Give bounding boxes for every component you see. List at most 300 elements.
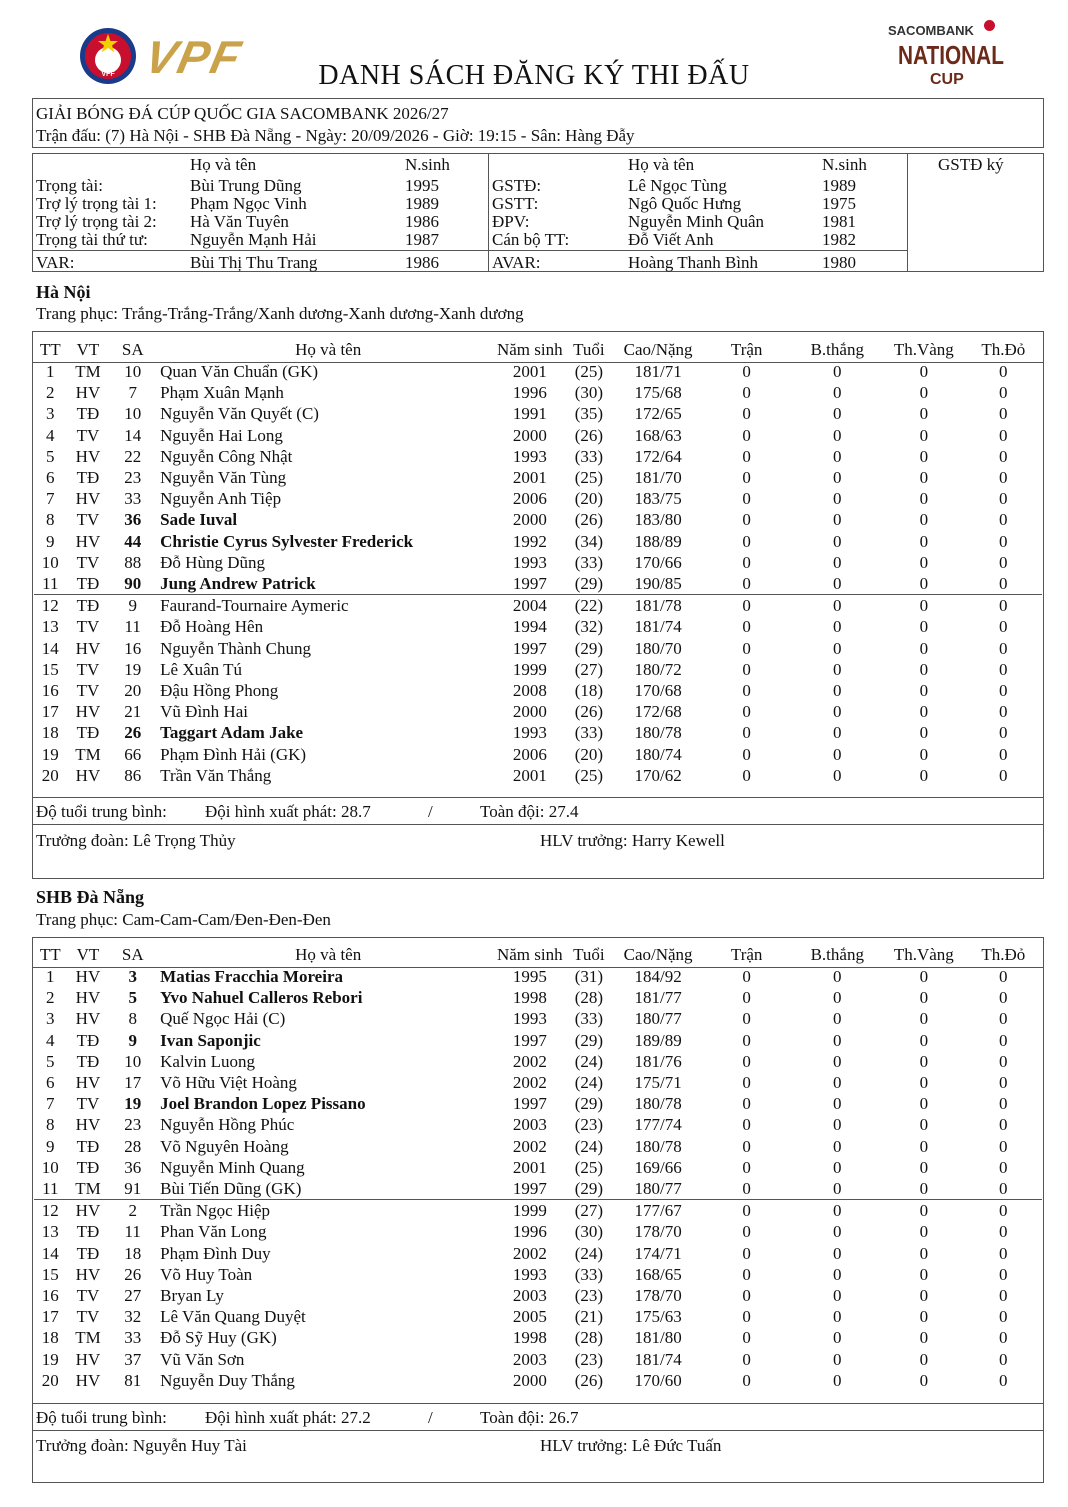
player-number: 16 [124, 638, 142, 658]
official-year: 1989 [405, 194, 439, 213]
official-name: Nguyễn Mạnh Hải [190, 230, 317, 249]
player-yellow-cards: 0 [919, 723, 929, 743]
official-role: Cán bộ TT: [492, 230, 570, 249]
player-matches: 0 [742, 468, 751, 488]
player-yellow-cards: 0 [919, 1051, 929, 1071]
player-position: HV [75, 1349, 101, 1369]
player-red-cards: 0 [999, 1030, 1008, 1050]
table-row [34, 765, 1042, 786]
player-matches: 0 [742, 362, 751, 381]
player-tt: 2 [46, 383, 55, 403]
col-hw: Cao/Nặng [623, 945, 693, 964]
player-birth-year: 1997 [512, 1094, 547, 1114]
player-name: Lê Xuân Tú [160, 659, 242, 679]
player-age: (25) [574, 1157, 604, 1177]
player-number: 33 [124, 1328, 142, 1348]
player-position: HV [75, 967, 101, 986]
player-name: Nguyễn Duy Thắng [160, 1370, 295, 1390]
table-row [34, 446, 1042, 467]
player-birth-year: 1993 [512, 723, 547, 743]
player-tt: 8 [46, 1115, 55, 1135]
player-birth-year: 2001 [512, 1157, 547, 1177]
player-name: Nguyễn Thành Chung [160, 638, 311, 658]
official-role: Trợ lý trọng tài 1: [36, 194, 157, 213]
player-birth-year: 1998 [512, 988, 547, 1008]
player-height-weight: 190/85 [634, 574, 682, 594]
official-role: GSTĐ: [492, 176, 542, 195]
player-red-cards: 0 [999, 1349, 1008, 1369]
table-row [34, 722, 1042, 743]
player-birth-year: 2006 [512, 489, 547, 509]
team-kit: Trang phục: Trắng-Trắng-Trắng/Xanh dương-Xanh dương-Xanh dương [36, 304, 524, 323]
table-row [34, 595, 1042, 617]
player-yellow-cards: 0 [919, 765, 929, 785]
table-row [34, 1072, 1042, 1093]
player-name: Quan Văn Chuẩn (GK) [160, 362, 319, 381]
player-tt: 5 [46, 1051, 55, 1071]
table-row [34, 361, 1042, 382]
player-name: Nguyễn Văn Tùng [160, 468, 287, 488]
player-matches: 0 [742, 1222, 751, 1242]
table-row [34, 1306, 1042, 1327]
table-row [34, 488, 1042, 509]
player-goals: 0 [833, 1009, 842, 1029]
player-height-weight: 180/70 [634, 638, 682, 658]
table-row [34, 1200, 1042, 1222]
player-red-cards: 0 [999, 510, 1008, 530]
player-number: 2 [109, 1200, 156, 1222]
table-row [34, 987, 1042, 1008]
player-red-cards: 0 [999, 659, 1008, 679]
table-row [34, 659, 1042, 680]
player-red-cards: 0 [999, 1115, 1008, 1135]
player-goals: 0 [791, 595, 883, 617]
player-age: (30) [574, 383, 604, 403]
table-header-row [34, 943, 1042, 966]
official-name: Ngô Quốc Hưng [628, 194, 742, 213]
player-yellow-cards: 0 [919, 638, 929, 658]
player-matches: 0 [742, 1179, 751, 1199]
table-row [34, 1264, 1042, 1285]
player-matches: 0 [742, 1243, 751, 1263]
player-red-cards: 0 [999, 1370, 1008, 1390]
player-yellow-cards: 0 [919, 1136, 929, 1156]
player-goals: 0 [833, 1222, 842, 1242]
player-name: Bryan Ly [160, 1286, 224, 1306]
player-number: 20 [124, 681, 142, 701]
player-number: 22 [124, 446, 142, 466]
player-age: (35) [574, 404, 604, 424]
player-position: HV [75, 1009, 101, 1029]
player-tt: 9 [46, 531, 55, 551]
player-red-cards: 0 [999, 744, 1008, 764]
table-row [34, 701, 1042, 722]
player-number: 10 [124, 404, 142, 424]
player-name: Vũ Văn Sơn [160, 1349, 245, 1369]
player-red-cards: 0 [999, 1073, 1008, 1093]
player-goals: 0 [833, 1136, 842, 1156]
vff-badge-text: VFF [101, 71, 115, 78]
player-birth-year: 2004 [496, 595, 563, 617]
player-red-cards: 0 [999, 1286, 1008, 1306]
player-height-weight: 180/78 [634, 1136, 682, 1156]
player-yellow-cards: 0 [919, 1073, 929, 1093]
player-yellow-cards: 0 [919, 362, 929, 381]
player-goals: 0 [833, 1286, 842, 1306]
player-position: HV [75, 1370, 101, 1390]
player-age: (28) [574, 988, 604, 1008]
player-matches: 0 [742, 659, 751, 679]
player-yellow-cards: 0 [919, 681, 929, 701]
player-matches: 0 [742, 638, 751, 658]
player-name: Nguyễn Anh Tiệp [160, 489, 282, 509]
player-goals: 0 [833, 468, 842, 488]
table-row [34, 425, 1042, 446]
player-height-weight: 177/74 [634, 1115, 682, 1135]
player-birth-year: 2001 [512, 362, 547, 381]
avg-age-starting: Đội hình xuất phát: 28.7 [205, 802, 371, 821]
player-red-cards: 0 [999, 765, 1008, 785]
player-tt: 18 [41, 723, 59, 743]
table-row [34, 966, 1042, 987]
player-matches: 0 [742, 765, 751, 785]
player-name: Phạm Đình Hải (GK) [160, 744, 307, 764]
player-goals: 0 [833, 446, 842, 466]
player-position: TĐ [76, 1030, 100, 1050]
player-age: (24) [574, 1073, 604, 1093]
player-number: 21 [124, 702, 142, 722]
player-birth-year: 1993 [512, 552, 547, 572]
player-yellow-cards: 0 [919, 574, 929, 594]
col-tt: TT [39, 945, 61, 964]
player-yellow-cards: 0 [919, 404, 929, 424]
player-goals: 0 [833, 1370, 842, 1390]
avg-age-label: Độ tuổi trung bình: [36, 802, 167, 821]
officials-col-sign: GSTĐ ký [938, 155, 1004, 174]
player-matches: 0 [742, 1286, 751, 1306]
player-birth-year: 2002 [512, 1136, 547, 1156]
player-name: Vũ Đình Hai [160, 702, 248, 722]
player-name: Trần Ngọc Hiệp [156, 1200, 496, 1222]
player-position: HV [75, 489, 101, 509]
player-matches: 0 [742, 723, 751, 743]
player-red-cards: 0 [999, 638, 1008, 658]
player-birth-year: 2000 [512, 702, 547, 722]
table-row [34, 403, 1042, 424]
player-red-cards: 0 [999, 489, 1008, 509]
player-age: (24) [574, 1051, 604, 1071]
player-number: 18 [124, 1243, 142, 1263]
player-birth-year: 2001 [512, 468, 547, 488]
player-age: (23) [574, 1115, 604, 1135]
player-tt: 16 [41, 1286, 59, 1306]
player-age: (22) [563, 595, 614, 617]
table-row [34, 1136, 1042, 1157]
col-yellow: Th.Vàng [893, 945, 954, 964]
player-number: 27 [124, 1286, 142, 1306]
player-goals: 0 [833, 1349, 842, 1369]
player-tt: 14 [41, 1243, 59, 1263]
player-number: 26 [124, 723, 142, 743]
player-matches: 0 [742, 404, 751, 424]
player-height-weight: 168/63 [634, 425, 682, 445]
player-name: Đỗ Hoàng Hên [160, 617, 264, 637]
player-age: (32) [574, 617, 604, 637]
official-year: 1995 [405, 176, 439, 195]
player-matches: 0 [742, 489, 751, 509]
player-yellow-cards: 0 [919, 510, 929, 530]
player-tt: 11 [42, 574, 59, 594]
col-birth: Năm sinh [496, 945, 563, 964]
team-head-coach: HLV trưởng: Lê Đức Tuấn [540, 1436, 722, 1455]
player-position: HV [75, 1115, 101, 1135]
player-age: (34) [574, 531, 604, 551]
player-birth-year: 2006 [512, 744, 547, 764]
player-number: 36 [124, 510, 142, 530]
player-height-weight: 181/70 [634, 468, 682, 488]
player-tt: 8 [46, 510, 55, 530]
player-goals: 0 [833, 383, 842, 403]
player-red-cards: 0 [999, 362, 1008, 381]
player-goals: 0 [833, 510, 842, 530]
avg-age-team: Toàn đội: 27.4 [480, 802, 579, 821]
team-roster-table [34, 943, 1042, 1391]
player-height-weight: 180/78 [634, 1094, 682, 1114]
player-height-weight: 170/68 [634, 681, 682, 701]
player-birth-year: 2000 [512, 510, 547, 530]
player-red-cards: 0 [999, 702, 1008, 722]
player-yellow-cards: 0 [919, 1222, 929, 1242]
player-height-weight: 169/66 [634, 1157, 682, 1177]
player-goals: 0 [833, 489, 842, 509]
player-name: Phan Văn Long [160, 1222, 267, 1242]
player-age: (25) [574, 362, 604, 381]
player-height-weight: 180/77 [634, 1179, 682, 1199]
player-birth-year: 1993 [512, 1264, 547, 1284]
player-position: TV [76, 681, 100, 701]
player-yellow-cards: 0 [919, 1328, 929, 1348]
player-name: Jung Andrew Patrick [160, 574, 316, 594]
player-birth-year: 2008 [512, 681, 547, 701]
player-name: Kalvin Luong [160, 1051, 256, 1071]
player-height-weight: 189/89 [634, 1030, 682, 1050]
player-goals: 0 [833, 1179, 842, 1199]
player-matches: 0 [742, 702, 751, 722]
player-matches: 0 [742, 1370, 751, 1390]
player-height-weight: 178/70 [634, 1222, 682, 1242]
official-role: ĐPV: [492, 212, 530, 231]
sponsor-line-1: SACOMBANK [888, 23, 974, 38]
player-age: (33) [574, 1264, 604, 1284]
player-number: 91 [124, 1179, 142, 1199]
player-yellow-cards: 0 [883, 1200, 964, 1222]
table-row [34, 509, 1042, 530]
col-vt: VT [76, 340, 100, 359]
player-height-weight: 180/78 [634, 723, 682, 743]
player-tt: 5 [46, 446, 55, 466]
player-name: Sade Iuval [160, 510, 238, 530]
table-row [34, 616, 1042, 637]
player-birth-year: 1997 [512, 574, 547, 594]
official-year: 1986 [405, 212, 439, 231]
player-number: 23 [124, 1115, 142, 1135]
player-red-cards: 0 [999, 681, 1008, 701]
player-name: Christie Cyrus Sylvester Frederick [160, 531, 414, 551]
official-name: Phạm Ngọc Vinh [190, 194, 307, 213]
player-yellow-cards: 0 [919, 1009, 929, 1029]
player-matches: 0 [742, 531, 751, 551]
player-age: (33) [574, 552, 604, 572]
player-tt: 1 [46, 967, 55, 986]
table-row [34, 382, 1042, 403]
player-age: (26) [574, 425, 604, 445]
avg-age-label: Độ tuổi trung bình: [36, 1408, 167, 1427]
player-age: (23) [574, 1349, 604, 1369]
player-name: Nguyễn Minh Quang [160, 1157, 305, 1177]
player-birth-year: 2000 [512, 1370, 547, 1390]
player-position: HV [75, 765, 101, 785]
table-row [34, 638, 1042, 659]
player-tt: 9 [46, 1136, 55, 1156]
player-height-weight: 177/67 [614, 1200, 702, 1222]
player-height-weight: 172/65 [634, 404, 682, 424]
player-matches: 0 [742, 988, 751, 1008]
player-position: TĐ [76, 468, 100, 488]
player-birth-year: 2005 [512, 1307, 547, 1327]
player-position: TĐ [67, 595, 110, 617]
player-height-weight: 180/74 [634, 744, 682, 764]
player-yellow-cards: 0 [919, 425, 929, 445]
player-age: (23) [574, 1286, 604, 1306]
player-tt: 20 [41, 765, 59, 785]
player-height-weight: 175/68 [634, 383, 682, 403]
col-sa: SA [121, 945, 144, 964]
sponsor-line-3: CUP [930, 71, 964, 88]
player-goals: 0 [833, 362, 842, 381]
player-yellow-cards: 0 [919, 1179, 929, 1199]
player-yellow-cards: 0 [919, 531, 929, 551]
player-birth-year: 1996 [512, 1222, 547, 1242]
player-age: (25) [574, 765, 604, 785]
player-number: 8 [128, 1009, 137, 1029]
player-age: (26) [574, 702, 604, 722]
player-tt: 20 [41, 1370, 59, 1390]
player-height-weight: 170/66 [634, 552, 682, 572]
player-height-weight: 175/71 [634, 1073, 682, 1093]
player-number: 33 [124, 489, 142, 509]
player-position: TV [76, 1286, 100, 1306]
player-yellow-cards: 0 [919, 1349, 929, 1369]
col-goals: B.thắng [810, 945, 864, 964]
player-name: Joel Brandon Lopez Pissano [160, 1094, 366, 1114]
player-goals: 0 [833, 1243, 842, 1263]
player-red-cards: 0 [999, 967, 1008, 986]
player-tt: 2 [46, 988, 55, 1008]
table-row [34, 744, 1042, 765]
player-tt: 3 [46, 404, 55, 424]
player-age: (20) [574, 489, 604, 509]
player-matches: 0 [742, 1115, 751, 1135]
player-age: (29) [574, 638, 604, 658]
table-row [34, 1178, 1042, 1200]
player-tt: 13 [41, 1222, 59, 1242]
player-tt: 19 [41, 1349, 59, 1369]
player-birth-year: 1994 [512, 617, 547, 637]
official-role: GSTT: [492, 194, 539, 213]
col-sa: SA [121, 340, 144, 359]
col-birth: Năm sinh [496, 340, 563, 359]
player-matches: 0 [742, 617, 751, 637]
player-tt: 7 [46, 489, 55, 509]
player-tt: 1 [46, 362, 55, 381]
player-age: (33) [574, 723, 604, 743]
table-row [34, 1114, 1042, 1135]
official-year: 1989 [822, 176, 856, 195]
player-goals: 0 [833, 1094, 842, 1114]
player-number: 81 [124, 1370, 142, 1390]
official-role: VAR: [36, 253, 75, 272]
player-yellow-cards: 0 [919, 967, 929, 986]
player-birth-year: 2003 [512, 1349, 547, 1369]
player-name: Đậu Hồng Phong [160, 681, 279, 701]
official-year: 1986 [405, 253, 439, 272]
player-yellow-cards: 0 [919, 1115, 929, 1135]
avg-age-team: Toàn đội: 26.7 [480, 1408, 579, 1427]
sponsor-line-2: NATIONAL [898, 40, 1004, 70]
player-red-cards: 0 [999, 988, 1008, 1008]
player-goals: 0 [833, 1073, 842, 1093]
player-red-cards: 0 [965, 595, 1042, 617]
player-position: TĐ [76, 1051, 100, 1071]
player-position: TĐ [76, 404, 100, 424]
player-tt: 16 [41, 681, 59, 701]
player-position: TV [76, 659, 100, 679]
player-tt: 11 [42, 1179, 59, 1199]
official-role: Trọng tài: [36, 176, 103, 195]
player-age: (26) [574, 510, 604, 530]
player-goals: 0 [833, 988, 842, 1008]
officials-col-year-right: N.sinh [822, 155, 867, 174]
player-tt: 18 [41, 1328, 59, 1348]
player-matches: 0 [742, 1328, 751, 1348]
player-position: TV [76, 510, 100, 530]
player-tt: 12 [34, 595, 67, 617]
team-name: SHB Đà Nẵng [36, 887, 145, 907]
col-tt: TT [39, 340, 61, 359]
player-goals: 0 [833, 1030, 842, 1050]
player-name: Bùi Tiến Dũng (GK) [160, 1179, 302, 1199]
player-matches: 0 [742, 1264, 751, 1284]
player-goals: 0 [833, 1157, 842, 1177]
player-goals: 0 [833, 617, 842, 637]
table-row [34, 573, 1042, 595]
player-yellow-cards: 0 [919, 383, 929, 403]
player-height-weight: 183/80 [634, 510, 682, 530]
player-tt: 4 [46, 425, 55, 445]
officials-col-name-right: Họ và tên [628, 155, 695, 174]
official-name: Hoàng Thanh Bình [628, 253, 759, 272]
player-number: 19 [124, 1094, 142, 1114]
team-name: Hà Nội [36, 282, 91, 302]
player-goals: 0 [833, 425, 842, 445]
player-red-cards: 0 [999, 404, 1008, 424]
official-year: 1975 [822, 194, 856, 213]
player-height-weight: 181/76 [634, 1051, 682, 1071]
player-age: (18) [574, 681, 604, 701]
player-goals: 0 [833, 765, 842, 785]
player-goals: 0 [833, 744, 842, 764]
team-manager: Trưởng đoàn: Lê Trọng Thủy [36, 831, 236, 850]
